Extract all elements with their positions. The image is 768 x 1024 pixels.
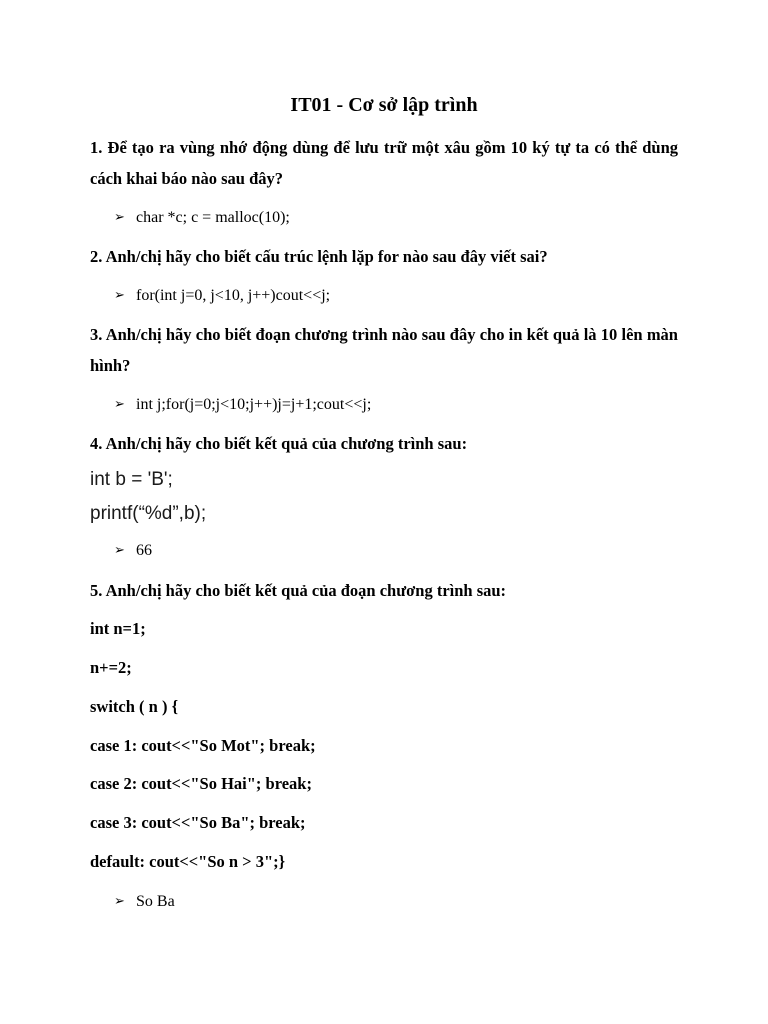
arrowhead-bullet-icon: ➢: [114, 287, 125, 302]
code-line: int n=1;: [90, 619, 146, 638]
arrowhead-bullet-icon: ➢: [114, 893, 125, 908]
code-line: switch ( n ) {: [90, 697, 179, 716]
answer-4-text: 66: [136, 542, 152, 559]
code-line: default: cout<<"So n > 3";}: [90, 852, 286, 871]
arrowhead-bullet-icon: ➢: [114, 542, 125, 557]
code-line: case 1: cout<<"So Mot"; break;: [90, 736, 316, 755]
answer-5-text: So Ba: [136, 893, 175, 910]
code-line: case 3: cout<<"So Ba"; break;: [90, 813, 306, 832]
code-snippet-image: [90, 466, 230, 528]
page-title: IT01 - Cơ sở lập trình: [290, 94, 478, 116]
answer-3-text: int j;for(j=0;j<10;j++)j=j+1;cout<<j;: [136, 396, 372, 413]
answer-1-text: char *c; c = malloc(10);: [136, 209, 290, 226]
answer-5: [114, 890, 175, 913]
code-image-line: printf(“%d”,b);: [90, 503, 207, 524]
answer-2-text: for(int j=0, j<10, j++)cout<<j;: [136, 287, 331, 304]
answer-4: [114, 539, 152, 562]
question-4-text: 4. Anh/chị hãy cho biết kết quả của chương trình sau:: [90, 434, 468, 453]
code-line: case 2: cout<<"So Hai"; break;: [90, 774, 312, 793]
arrowhead-bullet-icon: ➢: [114, 209, 125, 224]
answer-1: [114, 206, 290, 229]
question-5-text: 5. Anh/chị hãy cho biết kết quả của đoạn chương trình sau:: [90, 581, 507, 600]
code-line: n+=2;: [90, 658, 132, 677]
question-1-text: 1. Để tạo ra vùng nhớ động dùng để lưu trữ một xâu gồm 10 ký tự ta có thể dùng cách khai báo nào sau đây?: [90, 138, 678, 188]
answer-2: [114, 284, 330, 307]
arrowhead-bullet-icon: ➢: [114, 396, 125, 411]
code-image-line: int b = 'B';: [90, 469, 173, 490]
question-3-text: 3. Anh/chị hãy cho biết đoạn chương trình nào sau đây cho in kết quả là 10 lên màn hình?: [90, 325, 678, 375]
question-2-text: 2. Anh/chị hãy cho biết cấu trúc lệnh lặp for nào sau đây viết sai?: [90, 247, 548, 266]
answer-3: [114, 393, 371, 416]
